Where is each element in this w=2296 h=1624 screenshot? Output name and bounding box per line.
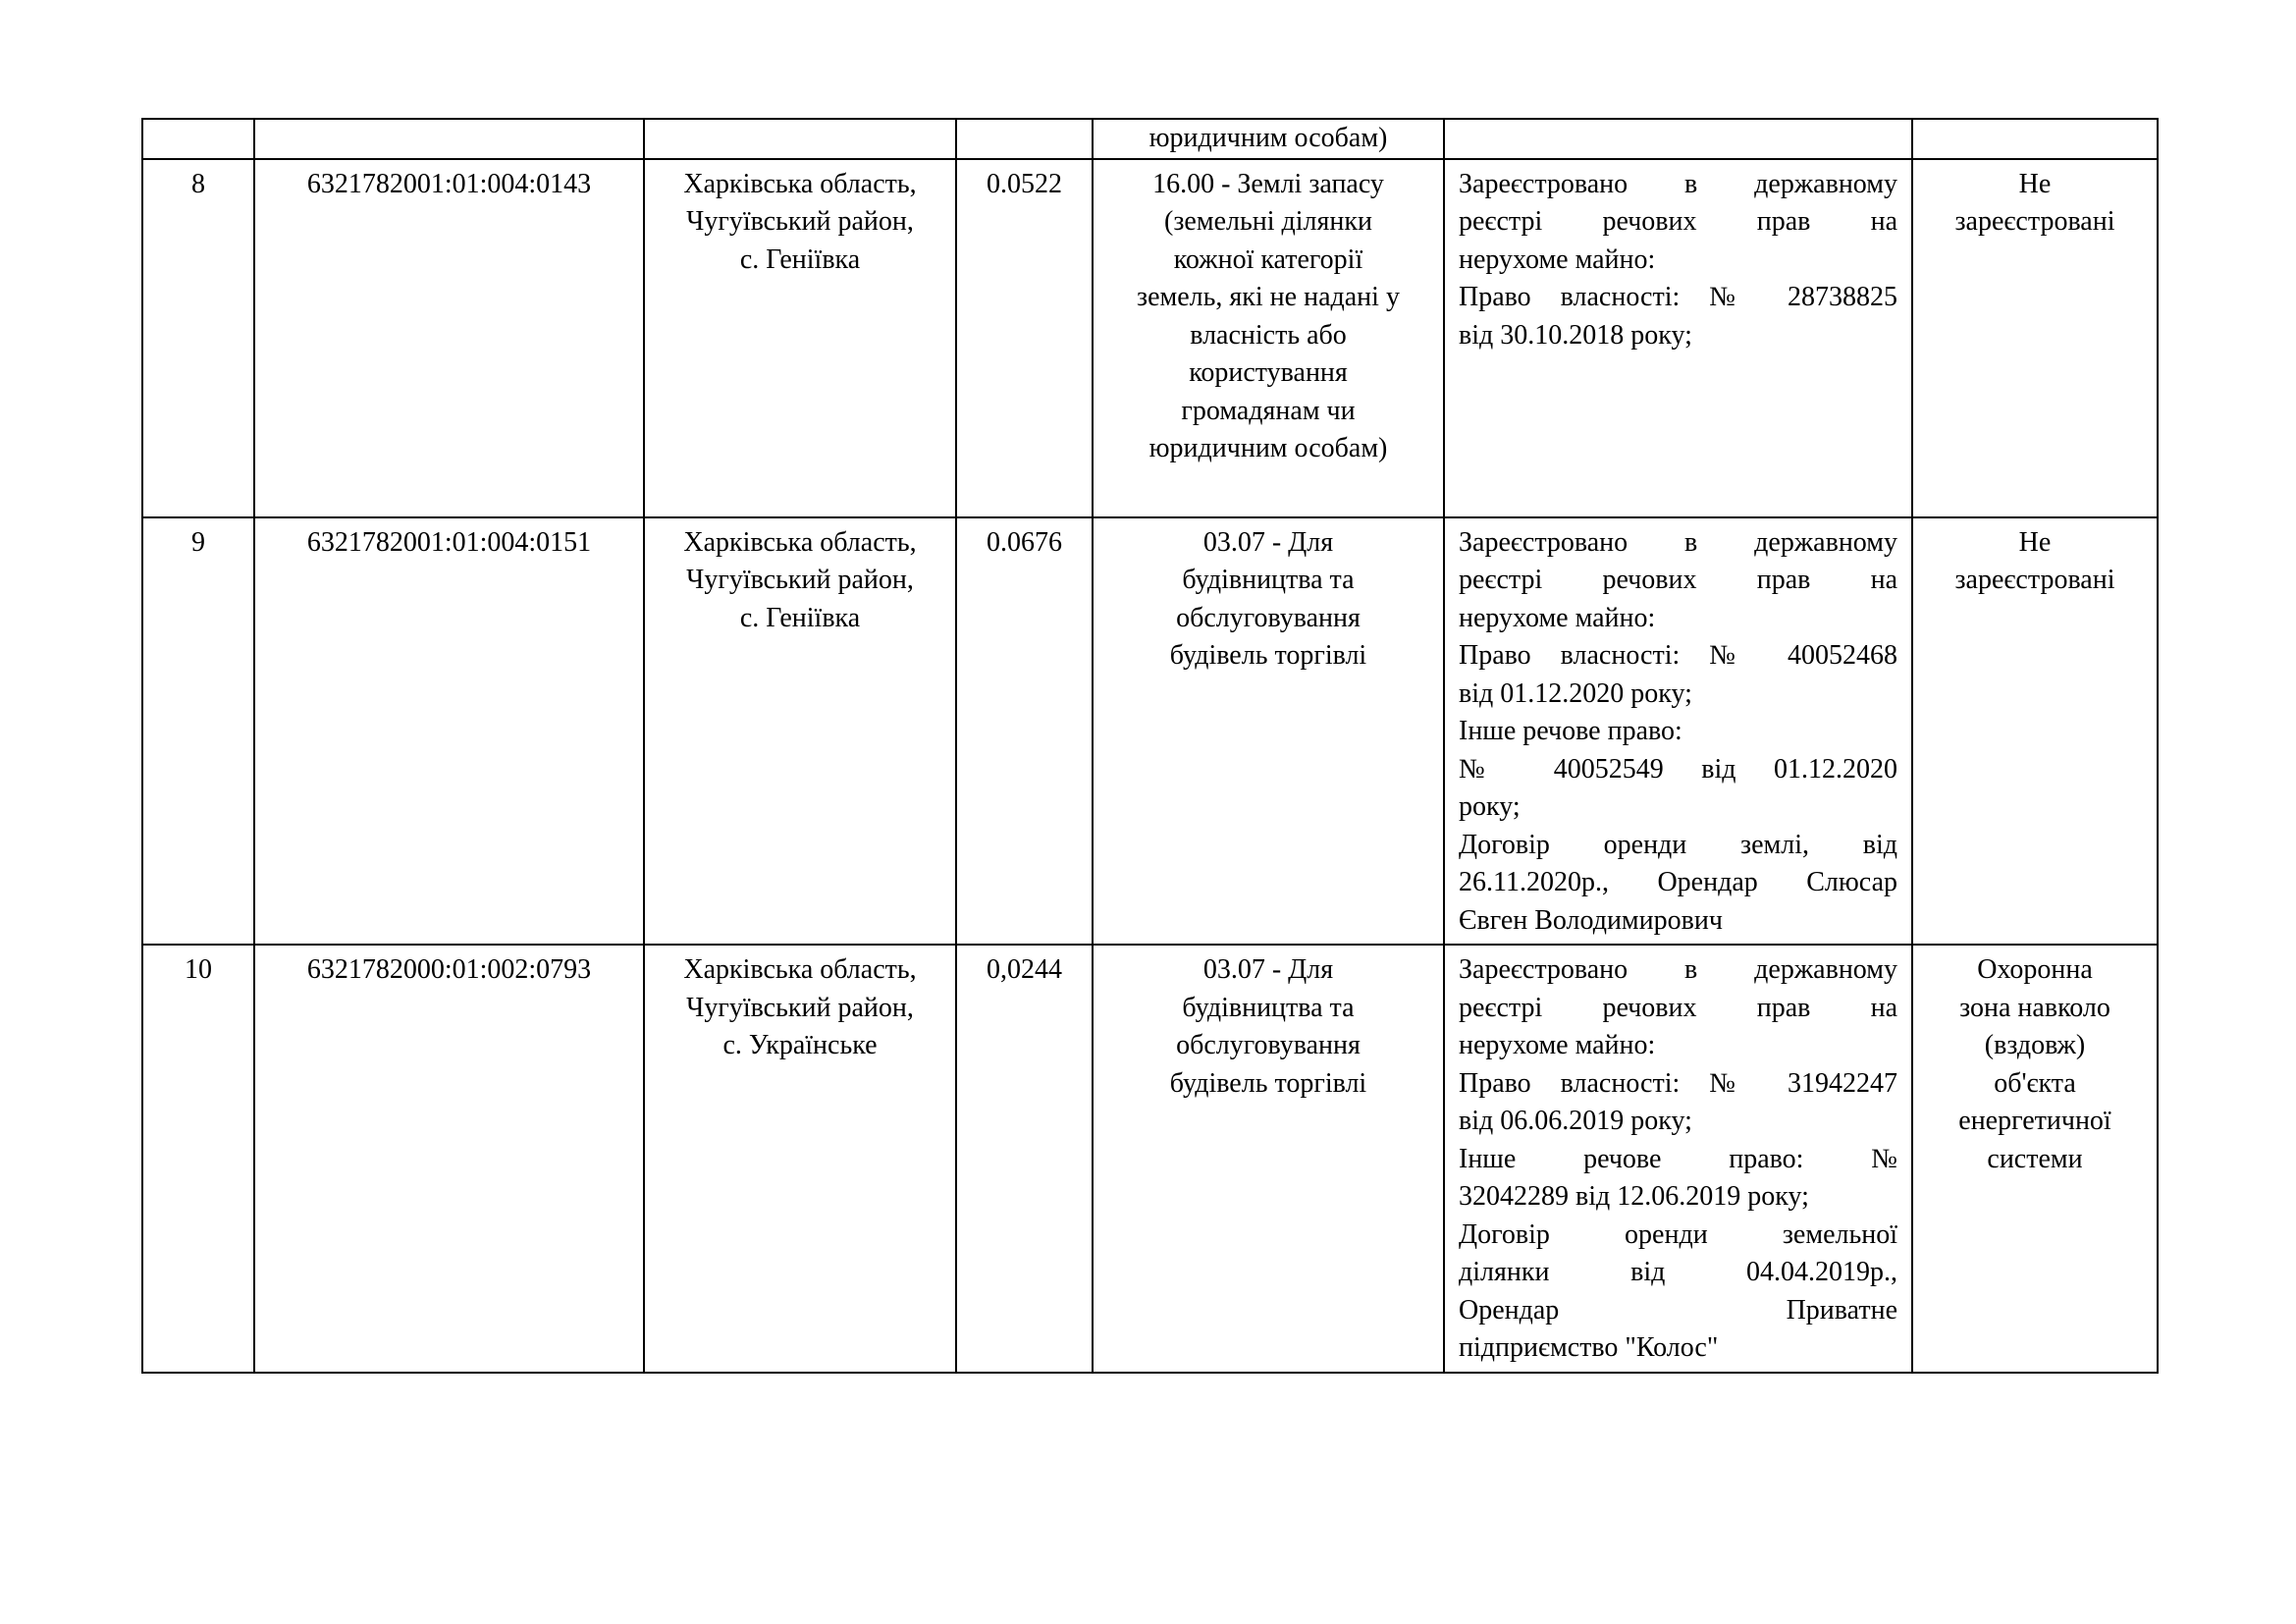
cell-cadastral-number [254,119,644,159]
rights-line: від 30.10.2018 року; [1459,319,1692,351]
cell-cadastral-number: 6321782001:01:004:0151 [254,517,644,946]
table-row [142,517,2158,946]
cell-rights [1444,159,1912,517]
rights-line: Зареєстровано в державному [1459,526,1897,558]
cell-purpose [1093,945,1444,1373]
address-line: Чугуївський район, [686,992,914,1023]
rights-line: Право власності: № 28738825 [1459,282,1897,312]
purpose-line: земель, які не надані у [1137,282,1400,312]
restriction-line: (вздовж) [1984,1030,2086,1060]
address-line: Харківська область, [683,526,917,558]
rights-line: 26.11.2020р., Орендар Слюсар [1459,867,1897,897]
cell-rights [1444,945,1912,1373]
cell-restrictions [1912,159,2158,517]
purpose-line: громадянам чи [1181,395,1356,426]
restriction-line: зона навколо [1959,992,2110,1023]
rights-line: Право власності: № 40052468 [1459,640,1897,671]
purpose-line: 16.00 - Землі запасу [1152,168,1384,199]
rights-line: Зареєстровано в державному [1459,168,1897,199]
cell-area: 0.0676 [956,517,1093,946]
cell-area: 0.0522 [956,159,1093,517]
cell-area: 0,0244 [956,945,1093,1373]
rights-line: від 01.12.2020 року; [1459,677,1692,709]
rights-line: Євген Володимирович [1459,904,1723,936]
table-row [142,945,2158,1373]
rights-line: 32042289 від 12.06.2019 року; [1459,1181,1809,1212]
cell-address [644,945,956,1373]
land-plots-table [141,118,2159,1374]
address-line: с. Геніївка [739,602,861,633]
purpose-line: будівель торгівлі [1169,1067,1367,1099]
cell-restrictions [1912,517,2158,946]
cell-address [644,119,956,159]
rights-line: реєстрі речових прав на [1459,206,1897,237]
rights-line: ділянки від 04.04.2019р., [1459,1257,1897,1287]
restriction-line: енергетичної [1958,1106,2111,1136]
cell-restrictions [1912,119,2158,159]
rights-line: нерухоме майно: [1459,1030,1656,1060]
cell-address [644,159,956,517]
cell-purpose [1093,119,1444,159]
cell-cadastral-number: 6321782001:01:004:0143 [254,159,644,517]
restriction-line: системи [1987,1143,2083,1174]
cell-area [956,119,1093,159]
restriction-line: Не [2018,168,2052,199]
rights-line: Зареєстровано в державному [1459,954,1897,985]
restriction-line: зареєстровані [1954,206,2115,237]
rights-line: року; [1459,791,1521,822]
rights-line: Інше речове право: № [1459,1143,1897,1174]
cell-purpose [1093,159,1444,517]
rights-line: № 40052549 від 01.12.2020 [1459,753,1897,785]
purpose-line: власність або [1190,319,1347,351]
cell-number: 8 [142,159,254,517]
address-line: с. Українське [722,1030,878,1060]
address-line: с. Геніївка [739,244,861,275]
cell-number [142,119,254,159]
cell-address [644,517,956,946]
cell-number: 9 [142,517,254,946]
table-row [142,159,2158,517]
rights-line: реєстрі речових прав на [1459,565,1897,595]
purpose-line: будівництва та [1182,565,1355,595]
cell-restrictions [1912,945,2158,1373]
rights-line: від 06.06.2019 року; [1459,1106,1692,1136]
restriction-line: Не [2018,526,2052,558]
address-line: Харківська область, [683,168,917,199]
purpose-line: обслуговування [1176,602,1361,633]
cell-rights [1444,517,1912,946]
rights-line: реєстрі речових прав на [1459,992,1897,1023]
address-line: Чугуївський район, [686,206,914,237]
rights-line: нерухоме майно: [1459,602,1656,633]
rights-line: нерухоме майно: [1459,244,1656,275]
purpose-line: юридичним особам) [1148,433,1388,463]
rights-line: підприємство "Колос" [1459,1332,1719,1363]
cell-rights [1444,119,1912,159]
address-line: Харківська область, [683,954,917,985]
rights-line: Право власності: № 31942247 [1459,1067,1897,1099]
rights-line: Орендар Приватне [1459,1294,1897,1326]
cell-number: 10 [142,945,254,1373]
restriction-line: об'єкта [1994,1067,2076,1099]
restriction-line: Охоронна [1977,954,2093,985]
cell-purpose [1093,517,1444,946]
purpose-line: обслуговування [1176,1030,1361,1060]
purpose-line: юридичним особам) [1148,123,1388,153]
address-line: Чугуївський район, [686,565,914,595]
purpose-line: 03.07 - Для [1202,526,1334,558]
purpose-line: будівництва та [1182,992,1355,1023]
rights-line: Договір оренди землі, від [1459,829,1897,860]
rights-line: Інше речове право: [1459,716,1682,746]
purpose-line: кожної категорії [1173,244,1363,275]
purpose-line: користування [1189,357,1348,388]
rights-line: Договір оренди земельної [1459,1218,1897,1250]
purpose-line: (земельні ділянки [1164,206,1372,237]
purpose-line: будівель торгівлі [1169,640,1367,671]
restriction-line: зареєстровані [1954,565,2115,595]
purpose-line: 03.07 - Для [1202,954,1334,985]
table-row-continuation [142,119,2158,159]
cell-cadastral-number: 6321782000:01:002:0793 [254,945,644,1373]
